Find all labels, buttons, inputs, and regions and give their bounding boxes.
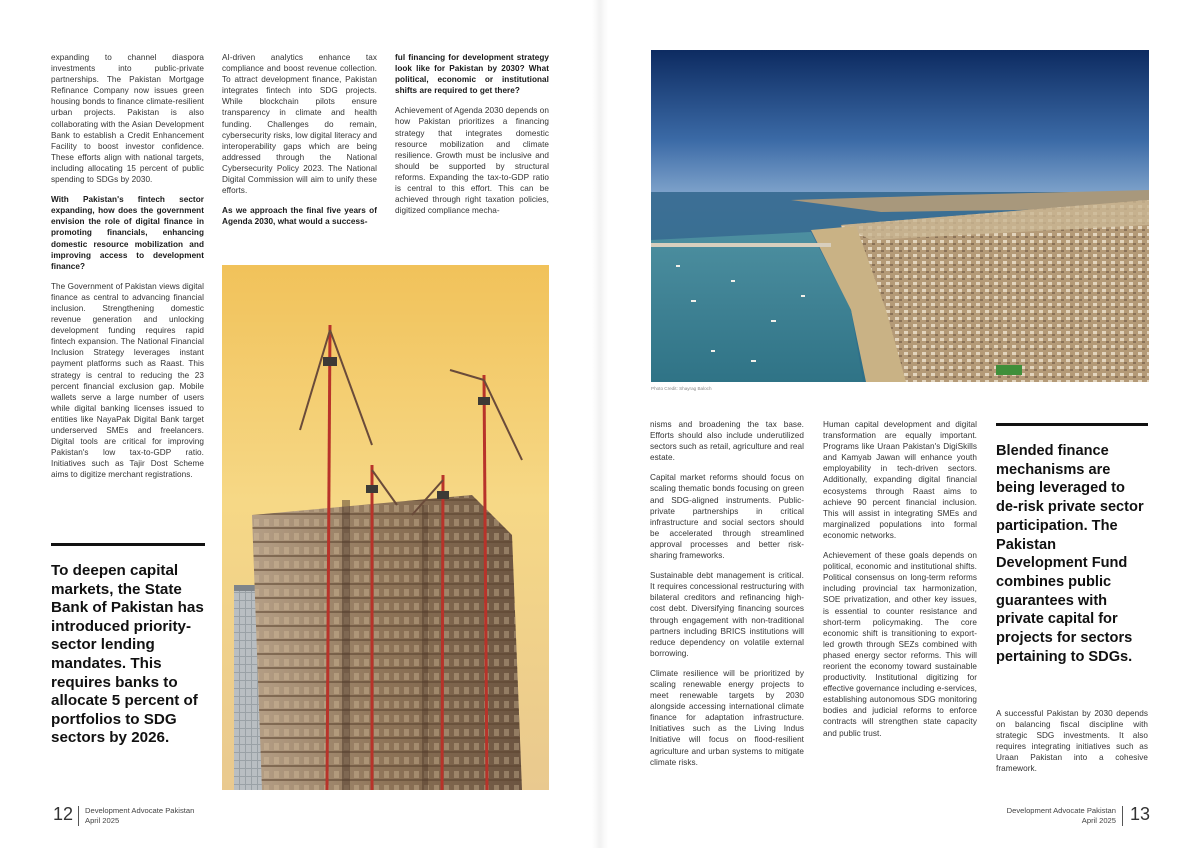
left-column-3: [395, 52, 549, 225]
publication-date: April 2025: [85, 816, 120, 825]
left-column-2: [222, 52, 377, 236]
body-paragraph: Climate resilience will be prioritized by scaling renewable energy projects to meet renewable targets by 2030 alongside accessing international climate finance for adaptation infrastructure. Initiatives such as the Living Indus Initiative will focus on flood-resilient agriculture and urban systems to mitigate climate risks.: [650, 668, 804, 767]
footer-info: [1004, 806, 1116, 826]
construction-cranes-photo: [222, 265, 549, 790]
publication-name: Development Advocate Pakistan: [1006, 806, 1116, 815]
page-number: 12: [53, 804, 74, 824]
page-number: 13: [1130, 804, 1151, 824]
pull-quote-text: Blended finance mechanisms are being leveraged to de-risk private sector participation. The Pakistan Development Fund combines public guarantees with private capital for projects for sectors pertaining to SDGs.: [996, 443, 1144, 665]
body-paragraph: The Government of Pakistan views digital finance as central to advancing financial inclusion. Strengthening domestic revenue generation and unlocking development funding requires rapid fintech expansion. The National Financial Inclusion Strategy leverages instant payment platforms such as Raast. This strategy is central to reducing the 23 percent financial exclusion gap. Mobile wallets serve a large number of users while digital banking licenses issued to entities like NayaPak Digital Bank target underserved SMEs and freelancers. Digital tools are critical for improving Pakistan's low tax-to-GDP ratio. Initiatives such as Tajir Dost Scheme aims to digitize merchant registrations.: [51, 281, 204, 480]
publication-name: Development Advocate Pakistan: [85, 806, 195, 815]
body-paragraph: A successful Pakistan by 2030 depends on balancing fiscal discipline with strategic SDG investments. It also requires integrating initiatives such as Uraan Pakistan into a cohesive framework.: [996, 709, 1148, 774]
right-page: [600, 0, 1200, 848]
pull-quote-text: To deepen capital markets, the State Bank of Pakistan has introduced priority-sector lending mandates. This requires banks to allocate 5 percent of portfolios to SDG sectors by 2026.: [51, 562, 204, 747]
interview-question: As we approach the final five years of Agenda 2030, what would a success-: [222, 206, 377, 227]
body-paragraph: expanding to channel diaspora investments into public-private partnerships. The Pakistan Mortgage Refinance Company now issues green housing bonds to finance climate-resilient urban projects. Pakistan is also collaborating with the Asian Development Bank to establish a Credit Enhancement Facility to boost investor confidence. These efforts align with national targets, including allocating 15 percent of public spending to SDGs by 2030.: [51, 53, 204, 185]
right-column-3: [996, 708, 1148, 784]
interview-question: ful financing for development strategy look like for Pakistan by 2030? What political, economic or institutional shifts are required to get there?: [395, 53, 549, 96]
right-column-2: [823, 419, 977, 748]
body-paragraph: Human capital development and digital transformation are equally important. Programs like Uraan Pakistan's DigiSkills and Kamyab Jawan will enhance youth employability in tech-driven sectors. Additionally, expanding digital financial ecosystems through Raast aims to achieve 90 percent financial inclusion. This will assist in integrating SMEs and marginalized populations into formal economic networks.: [823, 420, 977, 540]
body-paragraph: Sustainable debt management is critical. It requires concessional restructuring with bilateral creditors and refinancing high-cost debt. Diversifying financing sources through engagement with non-traditional partners including BRICS institutions will reduce dependency on volatile external borrowing.: [650, 571, 804, 658]
body-paragraph: AI-driven analytics enhance tax compliance and boost revenue collection. To attract development finance, Pakistan integrates fintech into SDG projects. While blockchain pilots ensure transparency in climate and health funding. Challenges do remain, cybersecurity risks, low digital literacy and interoperability gaps which are being addressed through the National Cybersecurity Policy 2023. The National Digital Commission will aim to unify these efforts.: [222, 53, 377, 196]
coastal-city-photo: [651, 50, 1149, 382]
footer-separator: [1122, 806, 1123, 826]
left-column-1: [51, 52, 204, 489]
pull-quote-right: [996, 423, 1148, 666]
photo-credit: Photo Credit: Shayrag Baloch: [651, 386, 712, 391]
pull-quote-rule: [996, 423, 1148, 426]
body-paragraph: nisms and broadening the tax base. Efforts should also include underutilized sectors such as retail, agriculture and real estate.: [650, 420, 804, 463]
body-paragraph: Achievement of these goals depends on political, economic and institutional shifts. Political consensus on long-term reforms including provincial tax harmonization, SOE privatization, and other key issues, is essential to counter resistance and short-term policymaking. The core economic shift is transitioning to export-led growth through SEZs combined with phased energy sector reforms. This will reorient the economy toward sustainable productivity. Institutional digitizing for effective governance including e-services, establishing autonomous SDG monitoring bodies and judicial reforms to enforce contracts will strengthen state capacity and public trust.: [823, 551, 977, 738]
body-paragraph: Achievement of Agenda 2030 depends on how Pakistan prioritizes a financing strategy that integrates domestic resource mobilization and climate resilience. Growth must be inclusive and should be supported by structural reforms. Expanding the tax-to-GDP ratio is central to this effort. This can be achieved through right taxation policies, digitized compliance mecha-: [395, 106, 549, 216]
pull-quote-left: [51, 543, 205, 748]
interview-question: With Pakistan's fintech sector expanding, how does the government envision the role of digital finance in promoting financials, enhancing domestic resource mobilization and improving access to development finance?: [51, 195, 204, 271]
right-column-1: [650, 419, 804, 777]
pull-quote-rule: [51, 543, 205, 546]
footer-info: [85, 806, 194, 826]
publication-date: April 2025: [1081, 816, 1116, 825]
footer-separator: [78, 806, 79, 826]
body-paragraph: Capital market reforms should focus on scaling thematic bonds focusing on green and SDG-aligned instruments. Public-private partnerships in critical infrastructure and social sectors should be accelerated through streamlined approval processes and better risk-sharing frameworks.: [650, 473, 804, 561]
